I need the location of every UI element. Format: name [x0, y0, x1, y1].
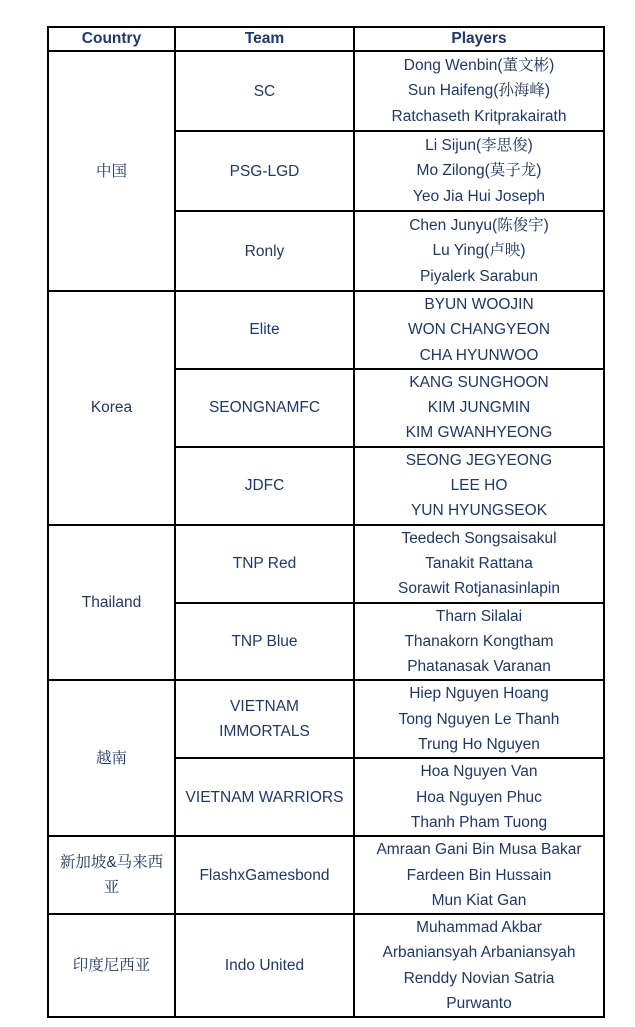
players-cell [354, 758, 604, 836]
player-name: LEE HO [450, 477, 508, 495]
player-name: Sorawit Rotjanasinlapin [398, 580, 560, 598]
player-name: Hoa Nguyen Van [420, 763, 538, 781]
player-name: Purwanto [446, 995, 512, 1013]
player-name: Amraan Gani Bin Musa Bakar [376, 841, 582, 859]
player-name: Teedech Songsaisakul [401, 529, 557, 547]
player-name: Mo Zilong(莫子龙) [416, 162, 542, 180]
player-name: KANG SUNGHOON [409, 373, 549, 391]
player-name: Renddy Novian Satria [403, 969, 555, 987]
player-name: Yeo Jia Hui Joseph [412, 187, 546, 205]
team-cell: JDFC [175, 447, 354, 525]
country-cell: Korea [48, 291, 175, 525]
table-row [48, 291, 604, 369]
player-name: Sun Haifeng(孙海峰) [407, 82, 551, 100]
players-cell [354, 914, 604, 1017]
country-name: 新加坡&马来西亚 [59, 854, 164, 897]
team-cell: Indo United [175, 914, 354, 1017]
team-cell: Elite [175, 291, 354, 369]
player-name: SEONG JEGYEONG [405, 451, 553, 469]
country-cell: Thailand [48, 525, 175, 681]
table-row [48, 525, 604, 603]
country-cell: 中国 [48, 51, 175, 291]
country-cell: 印度尼西亚 [48, 914, 175, 1017]
players-cell [354, 525, 604, 603]
players-cell [354, 836, 604, 914]
table-row [48, 680, 604, 758]
player-name: Ratchaseth Kritprakairath [391, 107, 567, 125]
player-name: Dong Wenbin(董文彬) [403, 57, 555, 75]
player-name: Hiep Nguyen Hoang [409, 685, 549, 703]
player-name: KIM GWANHYEONG [405, 424, 553, 442]
players-cell [354, 369, 604, 447]
players-cell [354, 211, 604, 291]
header-players: Players [354, 27, 604, 51]
player-name: Arbaniansyah Arbaniansyah [382, 944, 576, 962]
player-name: YUN HYUNGSEOK [410, 502, 548, 520]
player-name: Tharn Silalai [435, 607, 523, 625]
player-name: Trung Ho Nguyen [418, 736, 540, 754]
header-row [48, 27, 604, 51]
player-name: Tanakit Rattana [425, 554, 533, 572]
header-team: Team [175, 27, 354, 51]
team-roster-table [47, 26, 605, 1018]
player-name: Muhammad Akbar [416, 919, 542, 937]
players-cell [354, 447, 604, 525]
team-cell: TNP Blue [175, 603, 354, 681]
team-cell [175, 680, 354, 758]
player-name: CHA HYUNWOO [419, 346, 539, 364]
player-name: Piyalerk Sarabun [419, 267, 539, 285]
table-row [48, 51, 604, 131]
player-name: Thanh Pham Tuong [410, 813, 548, 831]
player-name: KIM JUNGMIN [427, 399, 531, 417]
team-cell: TNP Red [175, 525, 354, 603]
team-cell: FlashxGamesbond [175, 836, 354, 914]
player-name: Thanakorn Kongtham [404, 632, 554, 650]
player-name: Lu Ying(卢映) [432, 242, 526, 260]
table-row [48, 836, 604, 914]
team-cell: SEONGNAMFC [175, 369, 354, 447]
team-cell: Ronly [175, 211, 354, 291]
team-cell: PSG-LGD [175, 131, 354, 211]
team-cell: SC [175, 51, 354, 131]
player-name: Fardeen Bin Hussain [406, 866, 552, 884]
table-row [48, 914, 604, 1017]
player-name: Mun Kiat Gan [431, 891, 527, 909]
players-cell [354, 603, 604, 681]
player-name: WON CHANGYEON [407, 321, 551, 339]
players-cell [354, 51, 604, 131]
team-name: VIETNAM IMMORTALS [219, 698, 310, 741]
country-cell [48, 836, 175, 914]
country-cell: 越南 [48, 680, 175, 836]
player-name: Phatanasak Varanan [407, 658, 551, 676]
player-name: BYUN WOOJIN [424, 296, 534, 313]
player-name: Li Sijun(李思俊) [425, 137, 533, 155]
players-cell [354, 131, 604, 211]
header-country: Country [48, 27, 175, 51]
player-name: Tong Nguyen Le Thanh [398, 710, 560, 728]
players-cell [354, 680, 604, 758]
player-name: Chen Junyu(陈俊宇) [409, 217, 549, 235]
team-cell: VIETNAM WARRIORS [175, 758, 354, 836]
players-cell [354, 291, 604, 369]
player-name: Hoa Nguyen Phuc [416, 788, 542, 806]
